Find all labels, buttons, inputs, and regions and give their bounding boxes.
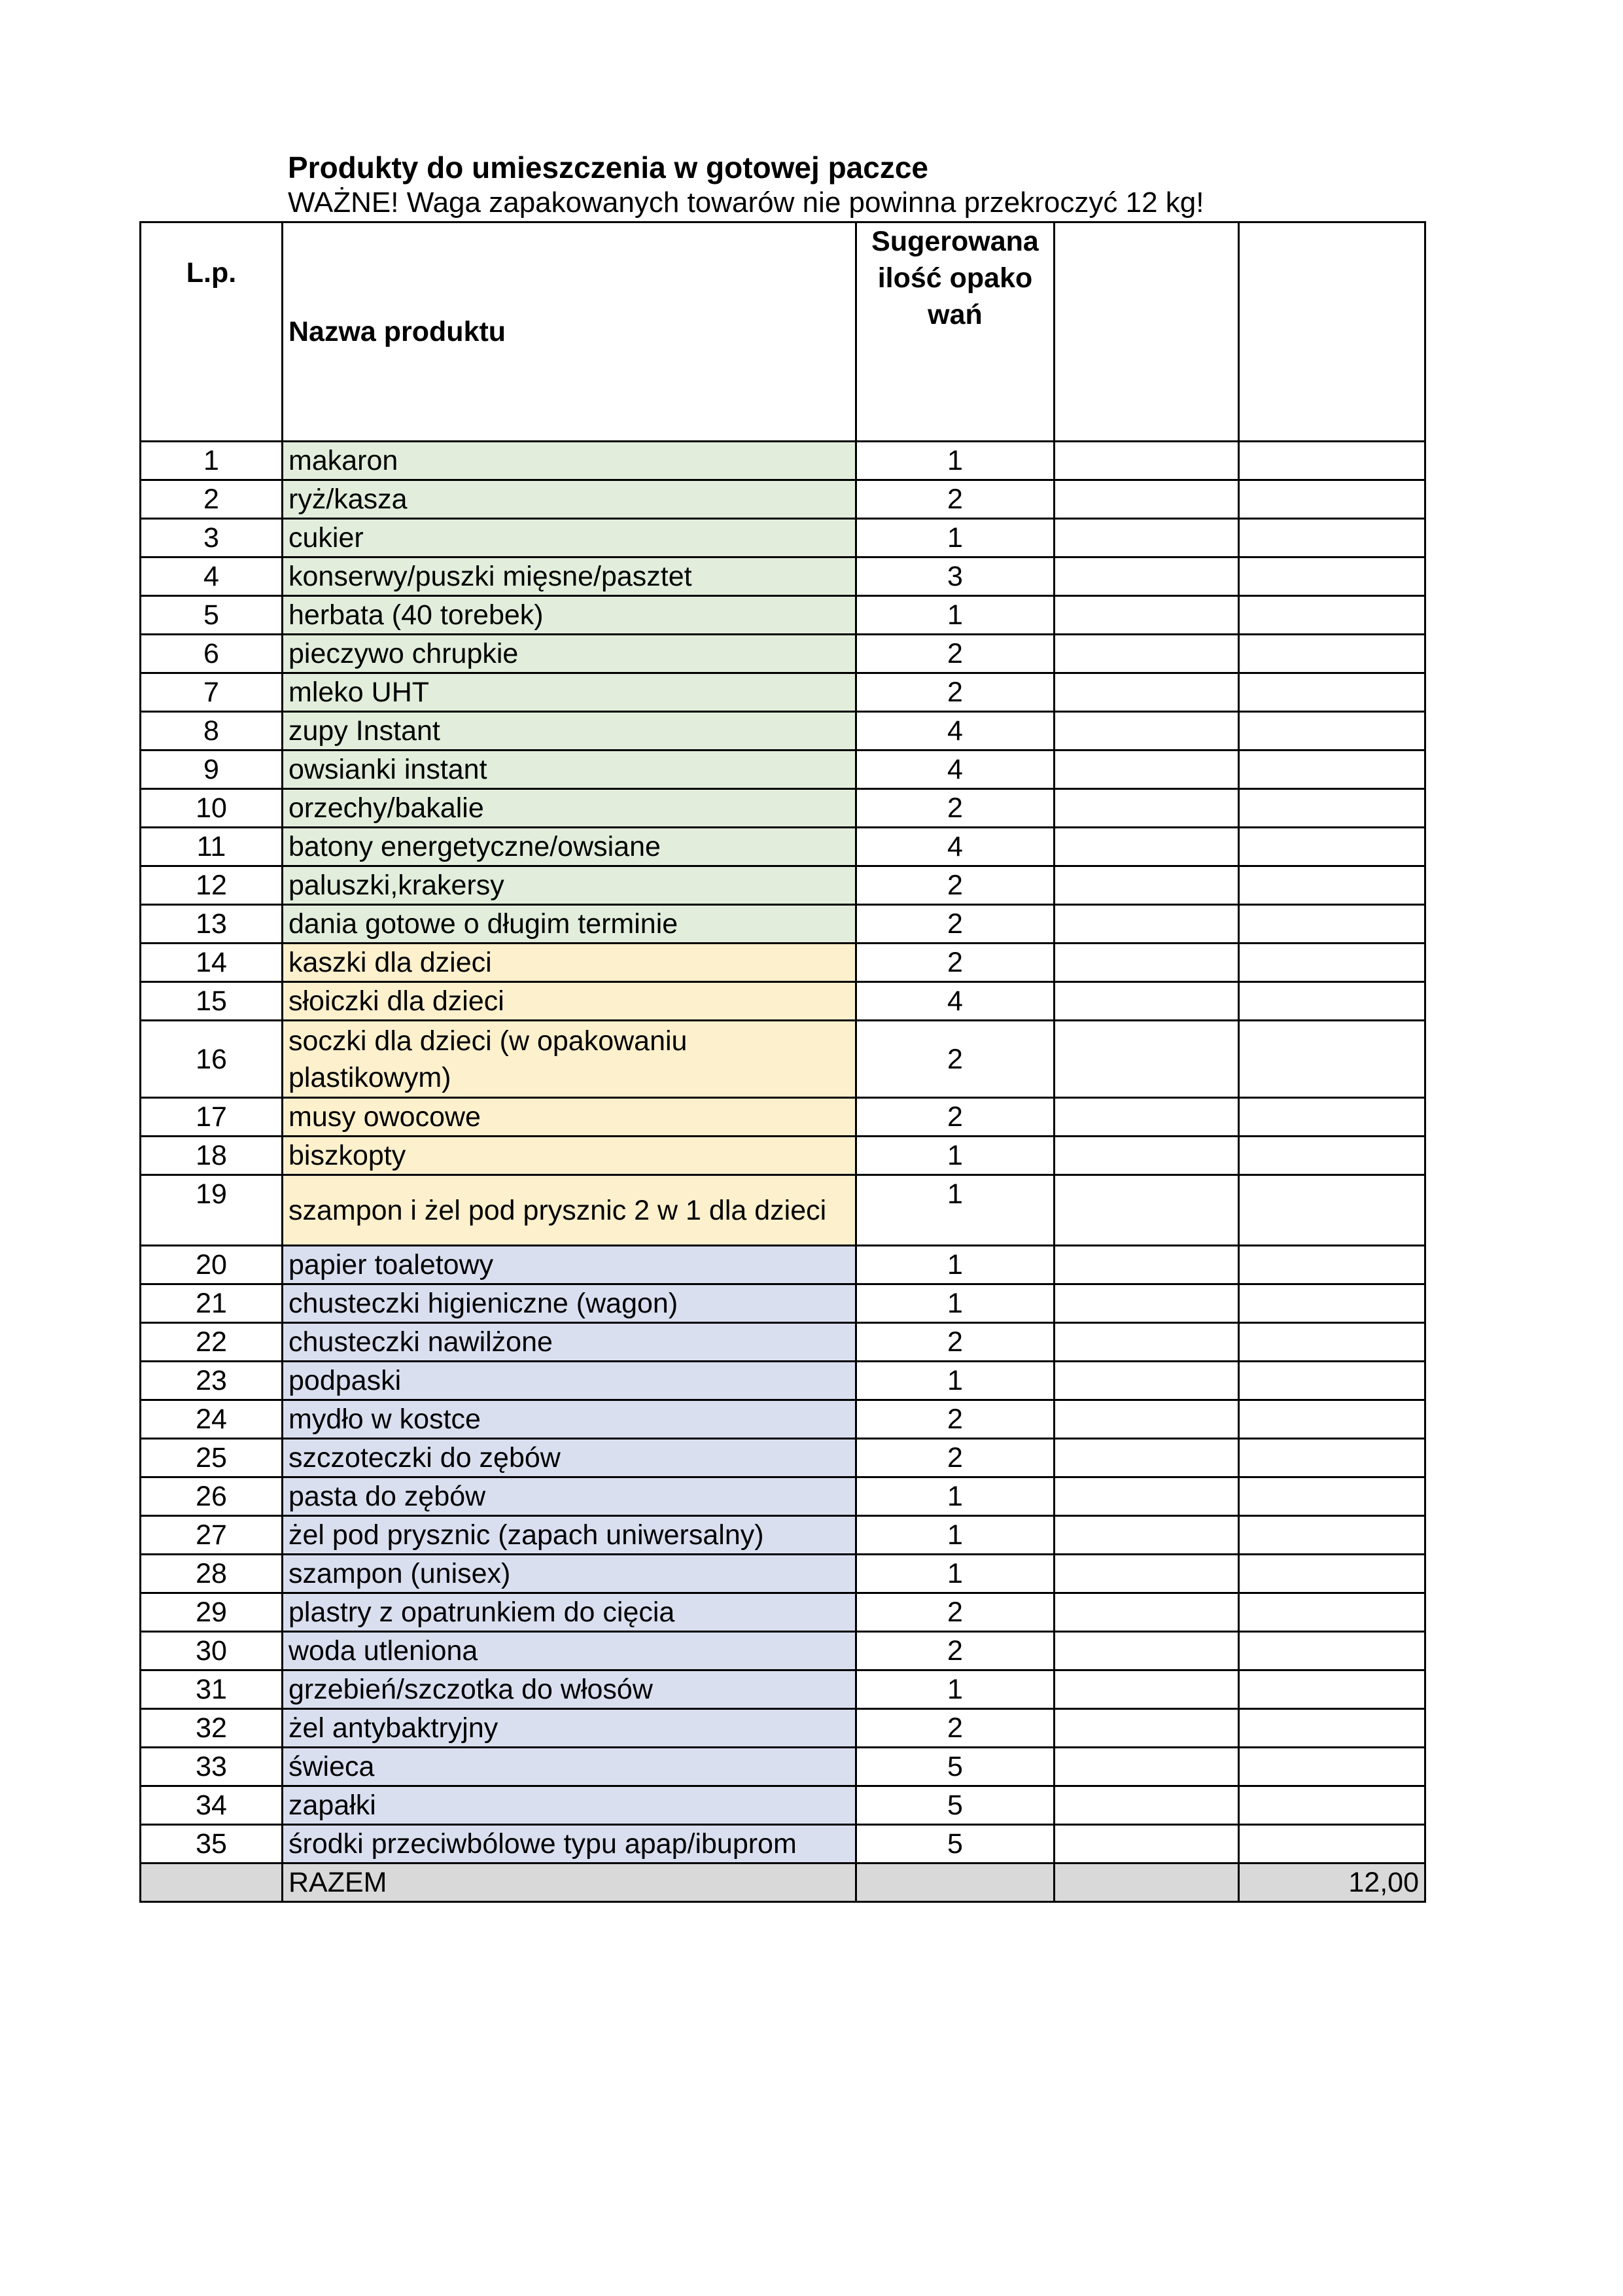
table-row (141, 982, 1425, 1021)
row-number: 20 (141, 1246, 283, 1284)
total-quantity-cell (856, 1863, 1055, 1902)
product-name: szampon i żel pod prysznic 2 w 1 dla dzieci (283, 1175, 856, 1246)
suggested-quantity: 2 (856, 1709, 1055, 1748)
suggested-quantity: 2 (856, 673, 1055, 712)
row-number: 33 (141, 1748, 283, 1786)
product-name: woda utleniona (283, 1632, 856, 1670)
header-lp: L.p. (141, 222, 283, 442)
empty-cell-column-5 (1239, 1021, 1425, 1098)
suggested-quantity: 2 (856, 480, 1055, 519)
table-row (141, 442, 1425, 480)
suggested-quantity: 4 (856, 982, 1055, 1021)
empty-cell-column-5 (1239, 1477, 1425, 1516)
suggested-quantity: 5 (856, 1748, 1055, 1786)
empty-cell-column-4 (1055, 982, 1239, 1021)
row-number: 26 (141, 1477, 283, 1516)
product-name: żel pod prysznic (zapach uniwersalny) (283, 1516, 856, 1555)
table-row (141, 635, 1425, 673)
product-name: herbata (40 torebek) (283, 596, 856, 635)
header-suggested-quantity-label: Sugerowana ilość opakowań (871, 226, 1039, 330)
product-name: chusteczki nawilżone (283, 1323, 856, 1362)
empty-cell-column-5 (1239, 1709, 1425, 1748)
table-row (141, 1362, 1425, 1400)
empty-cell-column-5 (1239, 1400, 1425, 1439)
product-name: świeca (283, 1748, 856, 1786)
table-row (141, 1098, 1425, 1137)
suggested-quantity: 2 (856, 789, 1055, 828)
suggested-quantity: 2 (856, 1632, 1055, 1670)
empty-cell-column-4 (1055, 866, 1239, 905)
header-empty-column-5 (1239, 222, 1425, 442)
row-number: 13 (141, 905, 283, 944)
suggested-quantity: 1 (856, 1137, 1055, 1175)
empty-cell-column-4 (1055, 1825, 1239, 1863)
empty-cell-column-4 (1055, 1670, 1239, 1709)
products-table (139, 221, 1426, 1903)
empty-cell-column-4 (1055, 1098, 1239, 1137)
total-row-number-cell (141, 1863, 283, 1902)
table-row (141, 1632, 1425, 1670)
product-name: szampon (unisex) (283, 1555, 856, 1593)
table-row (141, 1021, 1425, 1098)
empty-cell-column-5 (1239, 673, 1425, 712)
empty-cell-column-5 (1239, 905, 1425, 944)
row-number: 27 (141, 1516, 283, 1555)
suggested-quantity: 2 (856, 635, 1055, 673)
empty-cell-column-4 (1055, 519, 1239, 557)
empty-cell-column-5 (1239, 1439, 1425, 1477)
empty-cell-column-4 (1055, 1748, 1239, 1786)
table-row (141, 1246, 1425, 1284)
weight-warning: WAŻNE! Waga zapakowanych towarów nie powinna przekroczyć 12 kg! (288, 186, 1204, 219)
row-number: 10 (141, 789, 283, 828)
table-row (141, 1477, 1425, 1516)
table-row (141, 480, 1425, 519)
total-value: 12,00 (1239, 1863, 1425, 1902)
row-number: 17 (141, 1098, 283, 1137)
suggested-quantity: 2 (856, 1323, 1055, 1362)
product-name: soczki dla dzieci (w opakowaniu plastikowym) (283, 1021, 856, 1098)
table-row (141, 944, 1425, 982)
row-number: 6 (141, 635, 283, 673)
product-name: dania gotowe o długim terminie (283, 905, 856, 944)
empty-cell-column-5 (1239, 1593, 1425, 1632)
suggested-quantity: 1 (856, 1362, 1055, 1400)
product-name: plastry z opatrunkiem do cięcia (283, 1593, 856, 1632)
header-suggested-quantity (856, 222, 1055, 442)
total-row (141, 1863, 1425, 1902)
empty-cell-column-4 (1055, 1284, 1239, 1323)
row-number: 15 (141, 982, 283, 1021)
empty-cell-column-4 (1055, 712, 1239, 751)
empty-cell-column-5 (1239, 596, 1425, 635)
table-row (141, 1439, 1425, 1477)
row-number: 32 (141, 1709, 283, 1748)
empty-cell-column-4 (1055, 1786, 1239, 1825)
document-title: Produkty do umieszczenia w gotowej paczce (288, 150, 929, 185)
empty-cell-column-4 (1055, 944, 1239, 982)
empty-cell-column-5 (1239, 1246, 1425, 1284)
product-name: mydło w kostce (283, 1400, 856, 1439)
empty-cell-column-5 (1239, 1516, 1425, 1555)
suggested-quantity: 3 (856, 557, 1055, 596)
product-name: kaszki dla dzieci (283, 944, 856, 982)
suggested-quantity: 2 (856, 1439, 1055, 1477)
table-row (141, 1825, 1425, 1863)
suggested-quantity: 4 (856, 751, 1055, 789)
empty-cell-column-4 (1055, 1175, 1239, 1246)
empty-cell-column-4 (1055, 1709, 1239, 1748)
suggested-quantity: 1 (856, 1246, 1055, 1284)
suggested-quantity: 1 (856, 596, 1055, 635)
empty-cell-column-5 (1239, 1137, 1425, 1175)
row-number: 9 (141, 751, 283, 789)
row-number: 7 (141, 673, 283, 712)
product-name: chusteczki higieniczne (wagon) (283, 1284, 856, 1323)
row-number: 24 (141, 1400, 283, 1439)
total-label: RAZEM (283, 1863, 856, 1902)
suggested-quantity: 2 (856, 905, 1055, 944)
product-name: konserwy/puszki mięsne/pasztet (283, 557, 856, 596)
empty-cell-column-5 (1239, 635, 1425, 673)
row-number: 16 (141, 1021, 283, 1098)
row-number: 1 (141, 442, 283, 480)
empty-cell-column-5 (1239, 1632, 1425, 1670)
suggested-quantity: 4 (856, 828, 1055, 866)
product-name: grzebień/szczotka do włosów (283, 1670, 856, 1709)
empty-cell-column-4 (1055, 480, 1239, 519)
empty-cell-column-5 (1239, 789, 1425, 828)
empty-cell-column-5 (1239, 828, 1425, 866)
suggested-quantity: 5 (856, 1786, 1055, 1825)
empty-cell-column-4 (1055, 596, 1239, 635)
row-number: 30 (141, 1632, 283, 1670)
table-row (141, 1786, 1425, 1825)
table-row (141, 1516, 1425, 1555)
row-number: 29 (141, 1593, 283, 1632)
empty-cell-column-4 (1055, 442, 1239, 480)
table-row (141, 1400, 1425, 1439)
table-row (141, 1175, 1425, 1246)
empty-cell-column-5 (1239, 866, 1425, 905)
table-header-row (141, 222, 1425, 442)
empty-cell-column-4 (1055, 1477, 1239, 1516)
empty-cell-column-5 (1239, 982, 1425, 1021)
table-row (141, 519, 1425, 557)
empty-cell-column-4 (1055, 1632, 1239, 1670)
product-name: biszkopty (283, 1137, 856, 1175)
table-row (141, 1137, 1425, 1175)
empty-cell-column-4 (1055, 1137, 1239, 1175)
row-number: 5 (141, 596, 283, 635)
table-row (141, 789, 1425, 828)
empty-cell-column-5 (1239, 751, 1425, 789)
suggested-quantity: 1 (856, 1284, 1055, 1323)
suggested-quantity: 2 (856, 1593, 1055, 1632)
product-name: cukier (283, 519, 856, 557)
table-body (141, 442, 1425, 1902)
empty-cell-column-4 (1055, 1323, 1239, 1362)
empty-cell-column-5 (1239, 1786, 1425, 1825)
empty-cell-column-5 (1239, 1555, 1425, 1593)
empty-cell-column-4 (1055, 673, 1239, 712)
empty-cell-column-4 (1055, 1516, 1239, 1555)
empty-cell-column-4 (1055, 1400, 1239, 1439)
product-name: musy owocowe (283, 1098, 856, 1137)
table-row (141, 1555, 1425, 1593)
row-number: 3 (141, 519, 283, 557)
suggested-quantity: 1 (856, 442, 1055, 480)
product-name: makaron (283, 442, 856, 480)
row-number: 35 (141, 1825, 283, 1863)
row-number: 21 (141, 1284, 283, 1323)
empty-cell-column-5 (1239, 712, 1425, 751)
product-name: zapałki (283, 1786, 856, 1825)
suggested-quantity: 2 (856, 866, 1055, 905)
empty-cell-column-5 (1239, 442, 1425, 480)
row-number: 4 (141, 557, 283, 596)
empty-cell-column-5 (1239, 1175, 1425, 1246)
table-row (141, 1593, 1425, 1632)
row-number: 25 (141, 1439, 283, 1477)
product-name: pieczywo chrupkie (283, 635, 856, 673)
table-row (141, 673, 1425, 712)
empty-cell-column-4 (1055, 1021, 1239, 1098)
empty-cell-column-5 (1239, 1825, 1425, 1863)
empty-cell-column-4 (1055, 828, 1239, 866)
table-row (141, 828, 1425, 866)
total-column-4-cell (1055, 1863, 1239, 1902)
empty-cell-column-4 (1055, 1246, 1239, 1284)
row-number: 31 (141, 1670, 283, 1709)
table-row (141, 1670, 1425, 1709)
table-row (141, 1284, 1425, 1323)
product-name: orzechy/bakalie (283, 789, 856, 828)
table-row (141, 596, 1425, 635)
header-empty-column-4 (1055, 222, 1239, 442)
row-number: 18 (141, 1137, 283, 1175)
empty-cell-column-4 (1055, 635, 1239, 673)
product-name: żel antybaktryjny (283, 1709, 856, 1748)
row-number: 8 (141, 712, 283, 751)
product-name: mleko UHT (283, 673, 856, 712)
row-number: 28 (141, 1555, 283, 1593)
row-number: 11 (141, 828, 283, 866)
table-row (141, 1709, 1425, 1748)
suggested-quantity: 2 (856, 1021, 1055, 1098)
empty-cell-column-5 (1239, 480, 1425, 519)
suggested-quantity: 1 (856, 1516, 1055, 1555)
suggested-quantity: 2 (856, 944, 1055, 982)
empty-cell-column-5 (1239, 944, 1425, 982)
suggested-quantity: 2 (856, 1098, 1055, 1137)
product-name: zupy Instant (283, 712, 856, 751)
product-name: papier toaletowy (283, 1246, 856, 1284)
suggested-quantity: 1 (856, 1555, 1055, 1593)
empty-cell-column-4 (1055, 789, 1239, 828)
product-name: środki przeciwbólowe typu apap/ibuprom (283, 1825, 856, 1863)
table-row (141, 557, 1425, 596)
table-row (141, 905, 1425, 944)
product-name: owsianki instant (283, 751, 856, 789)
product-name: podpaski (283, 1362, 856, 1400)
table-row (141, 866, 1425, 905)
empty-cell-column-5 (1239, 1748, 1425, 1786)
empty-cell-column-5 (1239, 1670, 1425, 1709)
table-row (141, 712, 1425, 751)
empty-cell-column-4 (1055, 1362, 1239, 1400)
product-name: ryż/kasza (283, 480, 856, 519)
empty-cell-column-5 (1239, 1098, 1425, 1137)
empty-cell-column-5 (1239, 1362, 1425, 1400)
empty-cell-column-5 (1239, 519, 1425, 557)
row-number: 2 (141, 480, 283, 519)
empty-cell-column-4 (1055, 751, 1239, 789)
empty-cell-column-4 (1055, 1555, 1239, 1593)
suggested-quantity: 4 (856, 712, 1055, 751)
product-name: słoiczki dla dzieci (283, 982, 856, 1021)
suggested-quantity: 1 (856, 1670, 1055, 1709)
empty-cell-column-5 (1239, 557, 1425, 596)
product-name: batony energetyczne/owsiane (283, 828, 856, 866)
table-row (141, 1748, 1425, 1786)
empty-cell-column-4 (1055, 1593, 1239, 1632)
suggested-quantity: 1 (856, 1477, 1055, 1516)
suggested-quantity: 5 (856, 1825, 1055, 1863)
table-row (141, 1323, 1425, 1362)
empty-cell-column-5 (1239, 1284, 1425, 1323)
row-number: 23 (141, 1362, 283, 1400)
header-product-name: Nazwa produktu (283, 222, 856, 442)
product-name: pasta do zębów (283, 1477, 856, 1516)
empty-cell-column-5 (1239, 1323, 1425, 1362)
row-number: 12 (141, 866, 283, 905)
row-number: 22 (141, 1323, 283, 1362)
empty-cell-column-4 (1055, 1439, 1239, 1477)
suggested-quantity: 1 (856, 1175, 1055, 1246)
row-number: 34 (141, 1786, 283, 1825)
product-name: szczoteczki do zębów (283, 1439, 856, 1477)
suggested-quantity: 1 (856, 519, 1055, 557)
suggested-quantity: 2 (856, 1400, 1055, 1439)
table-row (141, 751, 1425, 789)
row-number: 19 (141, 1175, 283, 1246)
row-number: 14 (141, 944, 283, 982)
empty-cell-column-4 (1055, 905, 1239, 944)
empty-cell-column-4 (1055, 557, 1239, 596)
product-name: paluszki,krakersy (283, 866, 856, 905)
